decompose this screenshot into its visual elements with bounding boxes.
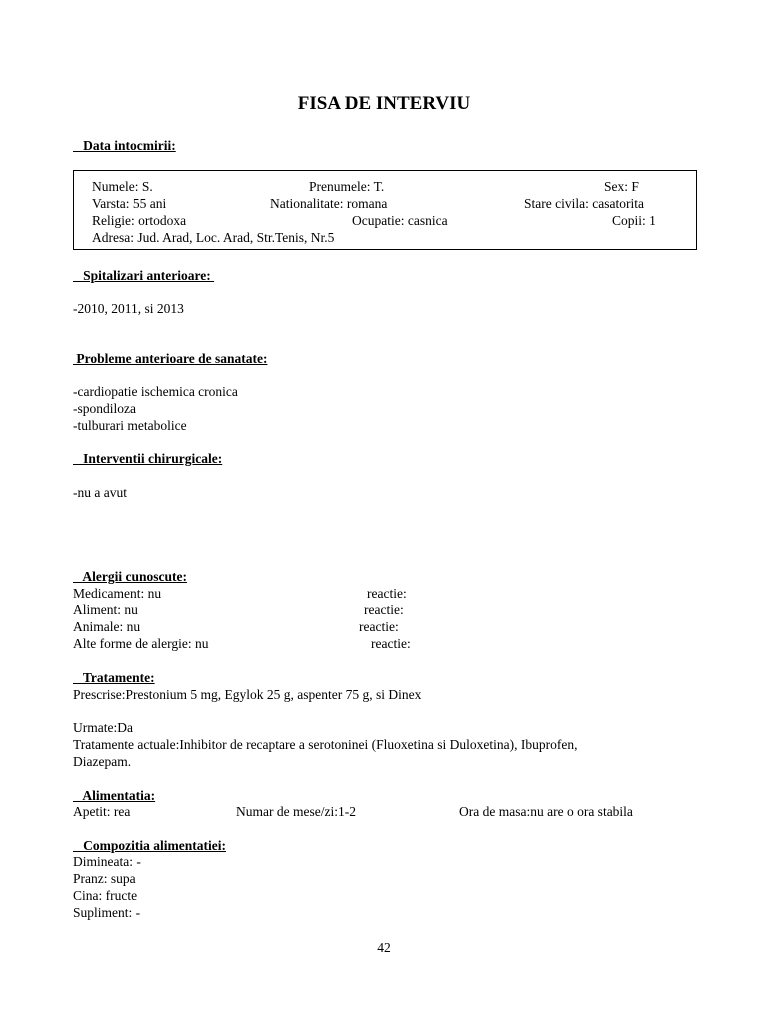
document-title: FISA DE INTERVIU [297, 93, 471, 114]
heading-tratamente: Tratamente: [73, 670, 155, 685]
page-number: 42 [377, 940, 391, 955]
heading-compozitia: Compozitia alimentatiei: [73, 838, 226, 853]
alergii-alte-reactie: reactie: [371, 636, 411, 651]
probleme-item: -tulburari metabolice [73, 418, 187, 433]
alimentatia-ora-masa: Ora de masa:nu are o ora stabila [459, 804, 633, 819]
heading-alimentatia: Alimentatia: [73, 788, 156, 803]
patient-nationalitate: Nationalitate: romana [270, 196, 388, 211]
patient-religie: Religie: ortodoxa [92, 213, 187, 228]
interventii-text: -nu a avut [73, 485, 127, 500]
alergii-aliment: Aliment: nu [73, 602, 138, 617]
compozitia-supliment: Supliment: - [73, 905, 141, 920]
patient-prenume: Prenumele: T. [309, 179, 385, 194]
tratamente-actuale-continuation: Diazepam. [73, 754, 132, 769]
heading-data-intocmirii: Data intocmirii: [73, 138, 176, 153]
heading-interventii: Interventii chirurgicale: [73, 451, 223, 466]
tratamente-urmate: Urmate:Da [73, 720, 133, 735]
alergii-medicament: Medicament: nu [73, 586, 162, 601]
patient-adresa: Adresa: Jud. Arad, Loc. Arad, Str.Tenis, Nr.5 [92, 230, 335, 245]
alergii-animale-reactie: reactie: [359, 619, 399, 634]
patient-varsta: Varsta: 55 ani [92, 196, 167, 211]
compozitia-pranz: Pranz: supa [73, 871, 136, 886]
patient-copii: Copii: 1 [612, 213, 656, 228]
compozitia-cina: Cina: fructe [73, 888, 138, 903]
heading-probleme: Probleme anterioare de sanatate: [73, 351, 268, 366]
patient-nume: Numele: S. [92, 179, 153, 194]
tratamente-prescrise: Prescrise:Prestonium 5 mg, Egylok 25 g, aspenter 75 g, si Dinex [73, 687, 422, 702]
patient-ocupatie: Ocupatie: casnica [352, 213, 448, 228]
alergii-aliment-reactie: reactie: [364, 602, 404, 617]
probleme-item: -spondiloza [73, 401, 136, 416]
spitalizari-text: -2010, 2011, si 2013 [73, 301, 184, 316]
patient-sex: Sex: F [604, 179, 639, 194]
alimentatia-numar-mese: Numar de mese/zi:1-2 [236, 804, 356, 819]
probleme-item: -cardiopatie ischemica cronica [73, 384, 238, 399]
alergii-medicament-reactie: reactie: [367, 586, 407, 601]
tratamente-actuale: Tratamente actuale:Inhibitor de recaptare a serotoninei (Fluoxetina si Duloxetina), Ibuprofen, [73, 737, 578, 752]
heading-alergii: Alergii cunoscute: [73, 569, 187, 584]
patient-stare-civila: Stare civila: casatorita [524, 196, 644, 211]
alimentatia-apetit: Apetit: rea [73, 804, 131, 819]
heading-spitalizari: Spitalizari anterioare: [73, 268, 215, 283]
compozitia-dimineata: Dimineata: - [73, 854, 141, 869]
alergii-alte: Alte forme de alergie: nu [73, 636, 209, 651]
alergii-animale: Animale: nu [73, 619, 141, 634]
